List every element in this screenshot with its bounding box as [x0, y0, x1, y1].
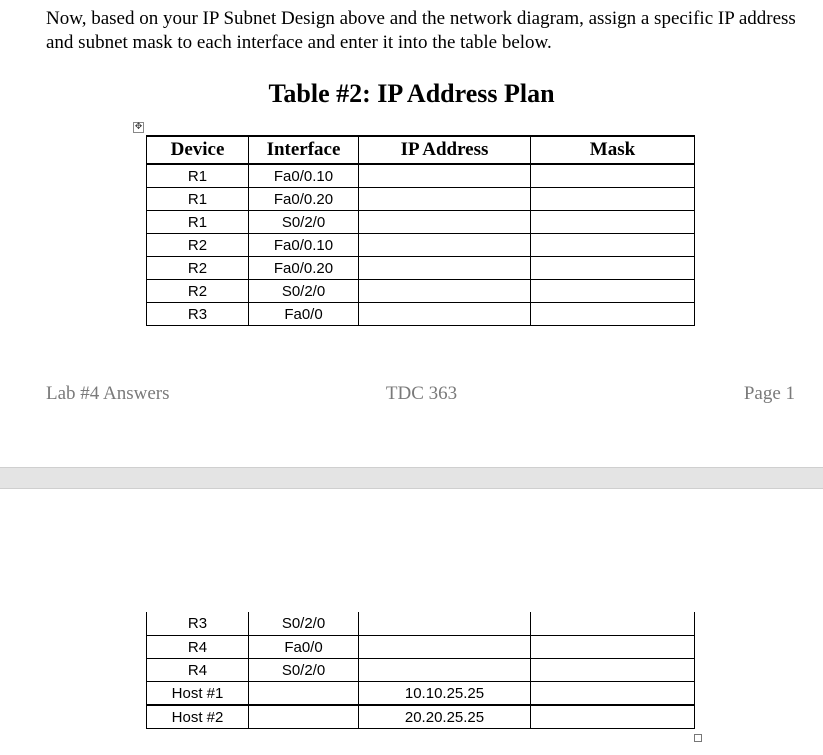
cell-ip-address[interactable] — [359, 303, 531, 326]
cell-mask[interactable] — [531, 303, 695, 326]
cell-interface[interactable]: S0/2/0 — [249, 612, 359, 636]
table-row — [147, 188, 695, 211]
cell-device[interactable]: R2 — [147, 234, 249, 257]
header-mask: Mask — [531, 136, 695, 164]
table-row — [147, 257, 695, 280]
cell-device[interactable]: R3 — [147, 303, 249, 326]
table-header-row — [147, 136, 695, 164]
table-title: Table #2: IP Address Plan — [268, 79, 555, 108]
cell-device[interactable]: R2 — [147, 257, 249, 280]
table-row — [147, 164, 695, 188]
ip-address-plan-table-continued — [146, 612, 695, 729]
cell-device[interactable]: R1 — [147, 164, 249, 188]
table-row — [147, 636, 695, 659]
cell-ip-address[interactable] — [359, 612, 531, 636]
footer-page-number: Page 1 — [743, 383, 795, 404]
table-row — [147, 682, 695, 706]
table-move-handle-icon[interactable]: ✥ — [134, 122, 143, 132]
cell-interface[interactable]: Fa0/0 — [249, 303, 359, 326]
cell-device[interactable]: Host #1 — [147, 682, 249, 706]
cell-interface[interactable] — [249, 682, 359, 706]
intro-paragraph: Now, based on your IP Subnet Design above and the network diagram, assign a specific IP address and subnet mask to each interface and enter it into the table below. — [46, 8, 796, 53]
cell-device[interactable]: R4 — [147, 636, 249, 659]
ip-address-plan-table — [146, 135, 695, 326]
cell-interface[interactable] — [249, 705, 359, 729]
header-ip-address: IP Address — [359, 136, 531, 164]
cell-interface[interactable]: S0/2/0 — [249, 659, 359, 682]
table-row — [147, 280, 695, 303]
cell-ip-address[interactable] — [359, 280, 531, 303]
cell-mask[interactable] — [531, 682, 695, 706]
cell-device[interactable]: R3 — [147, 612, 249, 636]
table-row — [147, 303, 695, 326]
cell-mask[interactable] — [531, 705, 695, 729]
cell-ip-address[interactable]: 10.10.25.25 — [359, 682, 531, 706]
cell-device[interactable]: R2 — [147, 280, 249, 303]
cell-ip-address[interactable] — [359, 659, 531, 682]
cell-mask[interactable] — [531, 280, 695, 303]
cell-interface[interactable]: Fa0/0.10 — [249, 164, 359, 188]
footer-center: TDC 363 — [385, 383, 458, 404]
cell-ip-address[interactable] — [359, 636, 531, 659]
cell-ip-address[interactable] — [359, 234, 531, 257]
table-row — [147, 234, 695, 257]
cell-mask[interactable] — [531, 612, 695, 636]
cell-ip-address[interactable]: 20.20.25.25 — [359, 705, 531, 729]
cell-ip-address[interactable] — [359, 257, 531, 280]
cell-device[interactable]: R4 — [147, 659, 249, 682]
cell-mask[interactable] — [531, 636, 695, 659]
cell-mask[interactable] — [531, 234, 695, 257]
cell-mask[interactable] — [531, 211, 695, 234]
page-break-gap — [0, 467, 823, 489]
cell-interface[interactable]: S0/2/0 — [249, 280, 359, 303]
cell-interface[interactable]: S0/2/0 — [249, 211, 359, 234]
cell-ip-address[interactable] — [359, 211, 531, 234]
cell-mask[interactable] — [531, 257, 695, 280]
cell-interface[interactable]: Fa0/0.20 — [249, 188, 359, 211]
table-row — [147, 612, 695, 636]
table-row — [147, 659, 695, 682]
cell-interface[interactable]: Fa0/0.10 — [249, 234, 359, 257]
cell-ip-address[interactable] — [359, 164, 531, 188]
header-interface: Interface — [249, 136, 359, 164]
table-row — [147, 211, 695, 234]
cell-interface[interactable]: Fa0/0 — [249, 636, 359, 659]
cell-ip-address[interactable] — [359, 188, 531, 211]
table-row — [147, 705, 695, 729]
header-device: Device — [147, 136, 249, 164]
cell-device[interactable]: R1 — [147, 188, 249, 211]
cell-mask[interactable] — [531, 164, 695, 188]
footer-left: Lab #4 Answers — [46, 383, 170, 404]
cell-device[interactable]: Host #2 — [147, 705, 249, 729]
cell-device[interactable]: R1 — [147, 211, 249, 234]
table-resize-handle-icon[interactable] — [694, 734, 702, 742]
cell-interface[interactable]: Fa0/0.20 — [249, 257, 359, 280]
cell-mask[interactable] — [531, 659, 695, 682]
cell-mask[interactable] — [531, 188, 695, 211]
